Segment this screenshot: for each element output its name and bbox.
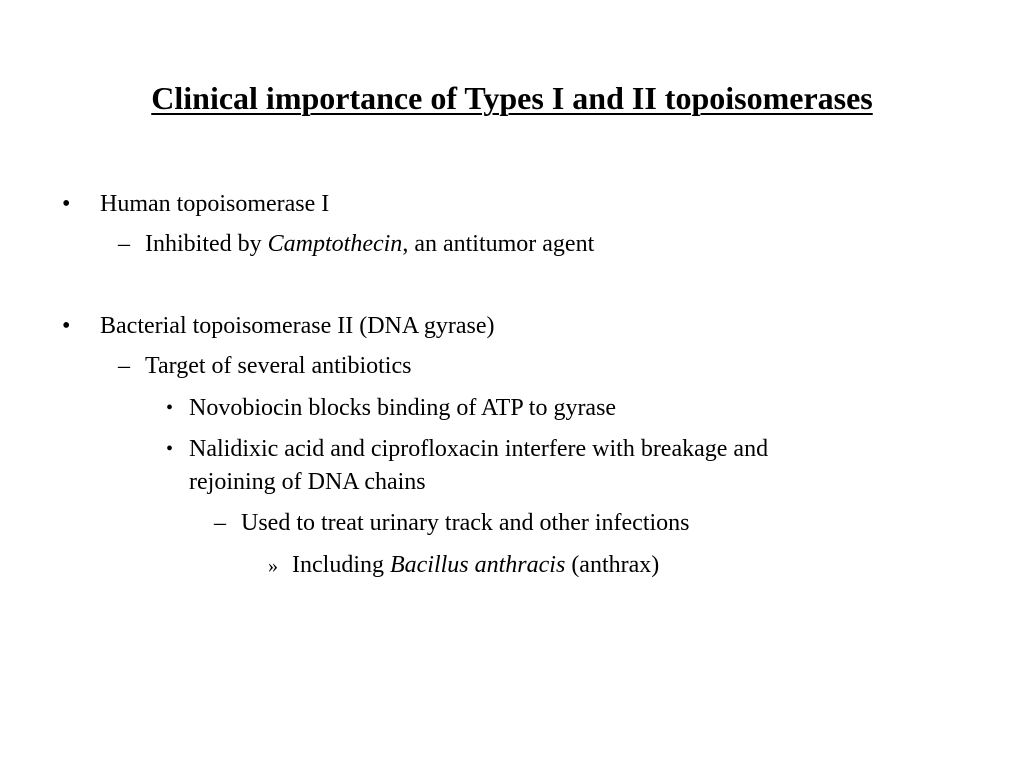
list-item-text [292,549,659,581]
text-segment: Inhibited by [145,231,268,257]
italic-term: Bacillus anthracis [389,552,566,578]
text-segment: , an antitumor agent [402,231,595,257]
list-item-text: Nalidixic acid and ciprofloxacin interfere with breakage and [189,436,769,462]
dash-marker: – [118,353,130,379]
list-item-text: Bacterial topoisomerase II (DNA gyrase) [100,313,495,339]
list-item-text: Human topoisomerase I [100,191,330,217]
bullet-marker: • [166,438,174,460]
list-item-text-continuation: rejoining of DNA chains [189,469,426,495]
text-segment: (anthrax) [565,552,660,578]
bullet-marker: • [62,191,71,217]
list-item-text: Novobiocin blocks binding of ATP to gyrase [189,395,617,421]
italic-term: Camptothecin [267,231,403,257]
list-item-text: Target of several antibiotics [145,353,412,379]
list-item-text: Used to treat urinary track and other infections [241,510,690,536]
dash-marker: – [118,231,130,257]
bullet-marker: • [166,397,174,419]
dash-marker: – [214,510,226,536]
slide-title: Clinical importance of Types I and II topoisomerases [151,80,873,116]
text-segment: Including [292,552,390,578]
list-item-text [145,228,594,260]
guillemet-marker: » [268,555,278,577]
bullet-marker: • [62,313,71,339]
